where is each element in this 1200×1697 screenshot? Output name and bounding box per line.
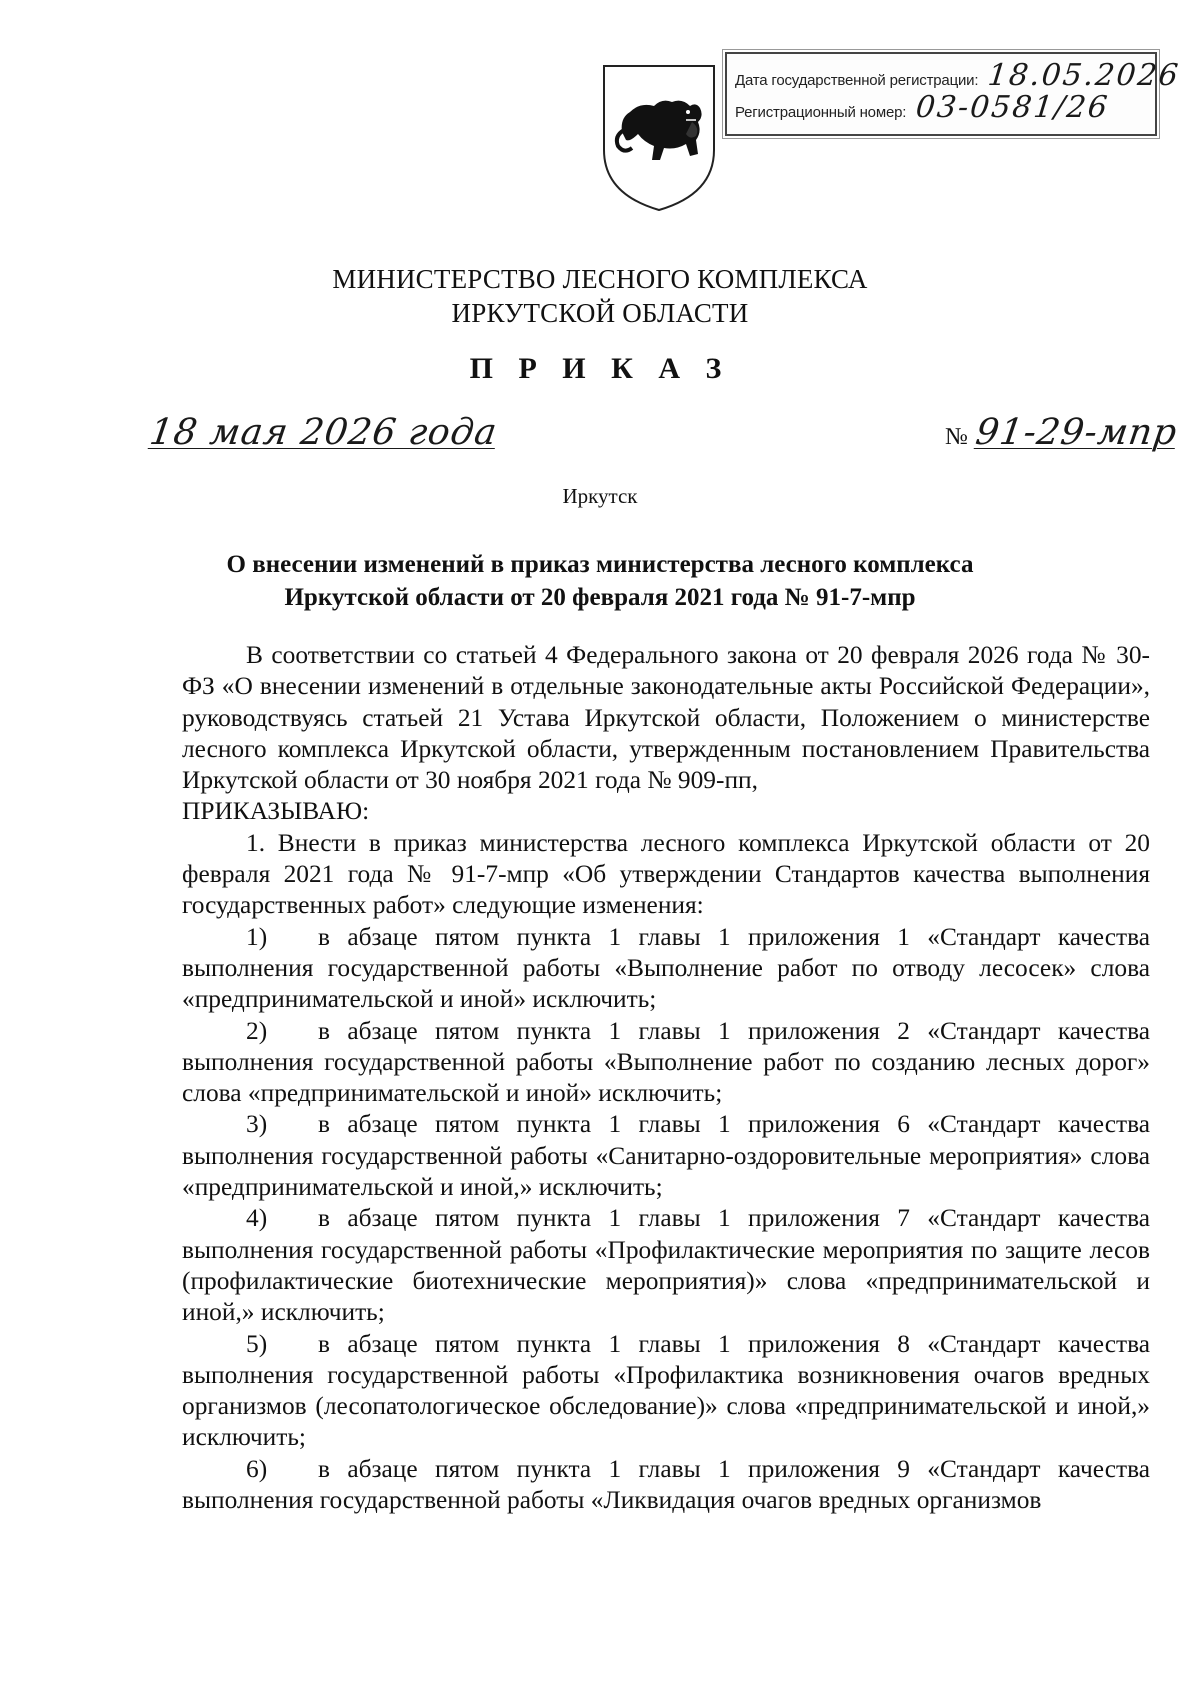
registration-number-value: 03-0581/26 bbox=[914, 90, 1111, 125]
list-item bbox=[182, 922, 1150, 1016]
point-1-paragraph: 1. Внести в приказ министерства лесного комплекса Иркутской области от 20 февраля 2021 года № 91-7-мпр «Об утверждении Стандартов качества выполнения государственных работ» следующие изменения: bbox=[182, 828, 1150, 920]
list-item-number: 4) bbox=[246, 1204, 268, 1233]
preamble-paragraph: В соответствии со статьей 4 Федерального закона от 20 февраля 2026 года № 30-ФЗ «О внесении изменений в отдельные законодательные акты Российской Федерации», руководствуясь статьей 21 Устава Иркутской области, Положением о министерстве лесного комплекса Иркутской области, утвержденным постановлением Правительства Иркутской области от 30 ноября 2021 года № 909-пп, bbox=[182, 641, 1150, 795]
order-number bbox=[945, 412, 1180, 453]
document-type-title: П Р И К А З bbox=[469, 352, 731, 385]
list-item-number: 1) bbox=[246, 922, 268, 951]
registration-number-label: Регистрационный номер: bbox=[735, 104, 907, 121]
list-item-text: в абзаце пятом пункта 1 главы 1 приложения 2 «Стандарт качества выполнения государственной работы «Выполнение работ по созданию лесных дорог» слова «предпринимательской и иной» исключить; bbox=[182, 1016, 1150, 1108]
list-item bbox=[182, 1329, 1150, 1454]
list-item bbox=[182, 1016, 1150, 1110]
coat-of-arms-emblem bbox=[600, 62, 718, 214]
ministry-name-line2: ИРКУТСКОЙ ОБЛАСТИ bbox=[451, 298, 749, 328]
registration-stamp bbox=[725, 52, 1182, 136]
subject-line2: Иркутской области от 20 февраля 2021 года № 91-7-мпр bbox=[284, 584, 916, 611]
subject-line1: О внесении изменений в приказ министерства лесного комплекса bbox=[226, 551, 974, 578]
list-item-number: 6) bbox=[246, 1454, 268, 1483]
registration-date-row bbox=[735, 58, 1180, 93]
ministry-name-line1: МИНИСТЕРСТВО ЛЕСНОГО КОМПЛЕКСА bbox=[332, 264, 868, 294]
city-name: Иркутск bbox=[562, 484, 638, 508]
registration-number-row bbox=[735, 90, 1109, 125]
list-item-text: в абзаце пятом пункта 1 главы 1 приложения 1 «Стандарт качества выполнения государственной работы «Выполнение работ по отводу лесосек» слова «предпринимательской и иной» исключить; bbox=[182, 922, 1150, 1014]
handwritten-date: 18 мая 2026 года bbox=[147, 412, 500, 453]
list-item-number: 2) bbox=[246, 1016, 268, 1045]
list-item bbox=[182, 1203, 1150, 1328]
order-word: ПРИКАЗЫВАЮ: bbox=[182, 797, 370, 826]
list-item bbox=[182, 1454, 1150, 1517]
list-item-number: 3) bbox=[246, 1110, 268, 1139]
document-body bbox=[182, 640, 1150, 1516]
list-item-text: в абзаце пятом пункта 1 главы 1 приложения 8 «Стандарт качества выполнения государственной работы «Профилактика возникновения очагов вредных организмов (лесопатологическое обследование)» слова «предпринимательской и иной,» исключить; bbox=[182, 1329, 1150, 1452]
handwritten-order-number: 91-29-мпр bbox=[973, 412, 1180, 453]
list-item-number: 5) bbox=[246, 1329, 268, 1358]
list-item-text: в абзаце пятом пункта 1 главы 1 приложения 9 «Стандарт качества выполнения государственной работы «Ликвидация очагов вредных организмов bbox=[182, 1454, 1150, 1515]
registration-date-label: Дата государственной регистрации: bbox=[735, 72, 979, 89]
order-number-prefix: № bbox=[945, 424, 968, 450]
list-item-text: в абзаце пятом пункта 1 главы 1 приложения 6 «Стандарт качества выполнения государственной работы «Санитарно-оздоровительные мероприятия» слова «предпринимательской и иной,» исключить; bbox=[182, 1110, 1150, 1202]
registration-date-value: 18.05.2026 bbox=[986, 58, 1182, 93]
list-item bbox=[182, 1109, 1150, 1203]
document-subject bbox=[0, 548, 1200, 614]
list-item-text: в абзаце пятом пункта 1 главы 1 приложения 7 «Стандарт качества выполнения государственной работы «Профилактические мероприятия по защите лесов (профилактические биотехнические мероприятия)» слова «предпринимательской и иной,» исключить; bbox=[182, 1204, 1150, 1327]
